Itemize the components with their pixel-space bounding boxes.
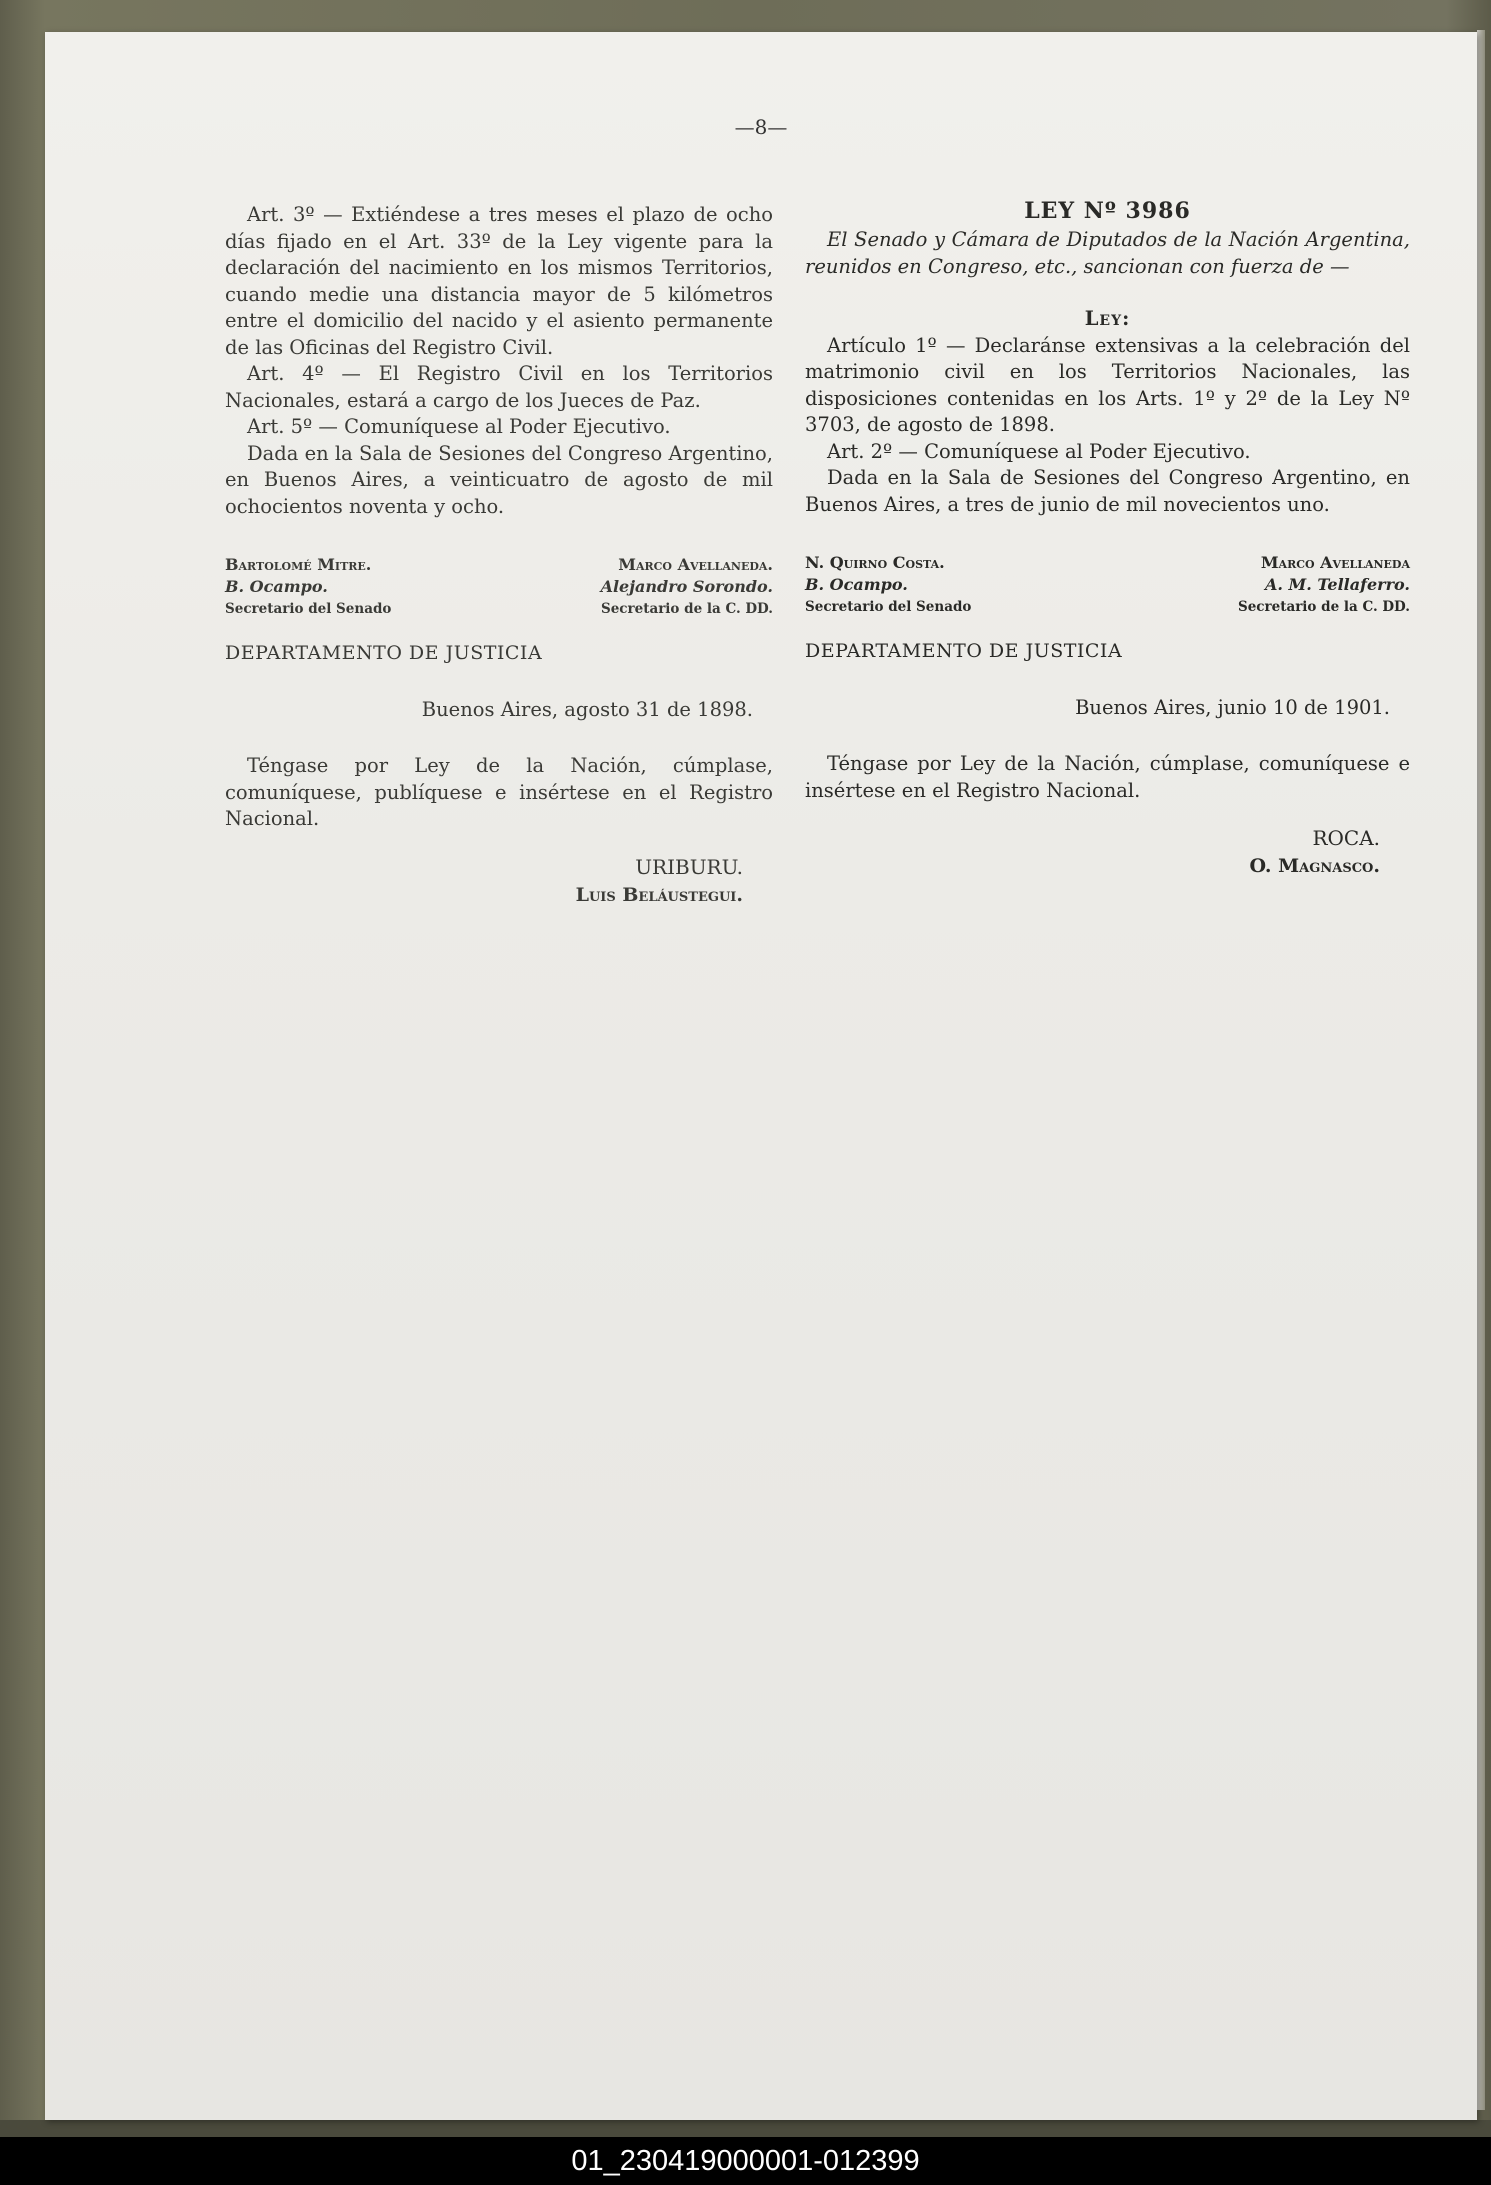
page-edge xyxy=(1477,30,1485,2110)
left-date: Buenos Aires, agosto 31 de 1898. xyxy=(421,697,753,721)
left-article-3: Art. 3º — Extiéndese a tres meses el plazo de ocho días fijado en el Art. 33º de la Ley vigente para la declaración del nacimiento en los mismos Territorios, cuando medie una distancia mayor de 5 kilómetros entre el domicilio del nacido y el asiento permanente de las Oficinas del Registro Civil. xyxy=(225,203,773,359)
senate-president-name: Bartolomé Mitre. xyxy=(225,555,372,574)
senate-president-name: N. Quirno Costa. xyxy=(805,553,945,572)
chamber-secretary-role: Secretario de la C. DD. xyxy=(1237,599,1410,615)
left-article-4: Art. 4º — El Registro Civil en los Territorios Nacionales, estará a cargo de los Jueces de Paz. xyxy=(225,362,773,412)
ley-heading: Ley: xyxy=(1084,307,1131,330)
page-number: —8— xyxy=(734,115,788,139)
left-article-5: Art. 5º — Comuníquese al Poder Ejecutivo. xyxy=(247,415,671,438)
left-signature-chamber xyxy=(601,554,773,620)
law-intro: El Senado y Cámara de Diputados de la Nación Argentina, reunidos en Congreso, etc., sancionan con fuerza de — xyxy=(805,228,1410,278)
left-column xyxy=(225,202,773,909)
left-dada-paragraph: Dada en la Sala de Sesiones del Congreso Argentino, en Buenos Aires, a veinticuatro de agosto de mil ochocientos noventa y ocho. xyxy=(225,441,773,518)
senate-secretary-role: Secretario del Senado xyxy=(225,601,392,617)
right-signature-senate xyxy=(805,552,971,618)
document-page xyxy=(45,32,1477,2120)
right-president-signature: ROCA. xyxy=(1312,826,1380,850)
right-date: Buenos Aires, junio 10 de 1901. xyxy=(1075,695,1390,719)
senate-secretary-name: B. Ocampo. xyxy=(225,577,328,596)
left-minister-signature: Luis Beláustegui. xyxy=(575,883,743,906)
right-tengase: Téngase por Ley de la Nación, cúmplase, comuníquese e insértese en el Registro Nacional. xyxy=(805,752,1410,802)
left-president-signature: URIBURU. xyxy=(635,854,743,879)
right-signature-chamber xyxy=(1238,552,1410,618)
image-caption: 01_230419000001-012399 xyxy=(0,2137,1491,2185)
right-article-2: Art. 2º — Comuníquese al Poder Ejecutivo. xyxy=(827,439,1251,463)
right-minister-signature: O. Magnasco. xyxy=(1249,855,1380,877)
right-signature-block xyxy=(805,552,1410,618)
senate-secretary-name: B. Ocampo. xyxy=(805,575,908,594)
law-title: LEY Nº 3986 xyxy=(1024,198,1191,224)
chamber-secretary-name: A. M. Tellaferro. xyxy=(1264,575,1410,594)
senate-secretary-role: Secretario del Senado xyxy=(805,599,972,615)
left-promulgation xyxy=(225,853,773,909)
right-dada-paragraph: Dada en la Sala de Sesiones del Congreso Argentino, en Buenos Aires, a tres de junio de mil novecientos uno. xyxy=(805,466,1410,516)
left-tengase: Téngase por Ley de la Nación, cúmplase, comuníquese, publíquese e insértese en el Registro Nacional. xyxy=(225,754,773,830)
right-promulgation xyxy=(805,824,1410,880)
left-signature-senate xyxy=(225,554,391,620)
right-column xyxy=(805,197,1410,880)
right-department: DEPARTAMENTO DE JUSTICIA xyxy=(805,640,1123,662)
chamber-president-name: Marco Avellaneda. xyxy=(618,555,773,574)
chamber-president-name: Marco Avellaneda xyxy=(1260,553,1410,572)
chamber-secretary-name: Alejandro Sorondo. xyxy=(600,577,773,596)
left-signature-block xyxy=(225,554,773,620)
right-article-1: Artículo 1º — Declaránse extensivas a la celebración del matrimonio civil en los Territorios Nacionales, las disposiciones contenidas en los Arts. 1º y 2º de la Ley Nº 3703, de agosto de 1898. xyxy=(805,333,1410,436)
chamber-secretary-role: Secretario de la C. DD. xyxy=(600,601,773,617)
left-department: DEPARTAMENTO DE JUSTICIA xyxy=(225,642,543,664)
